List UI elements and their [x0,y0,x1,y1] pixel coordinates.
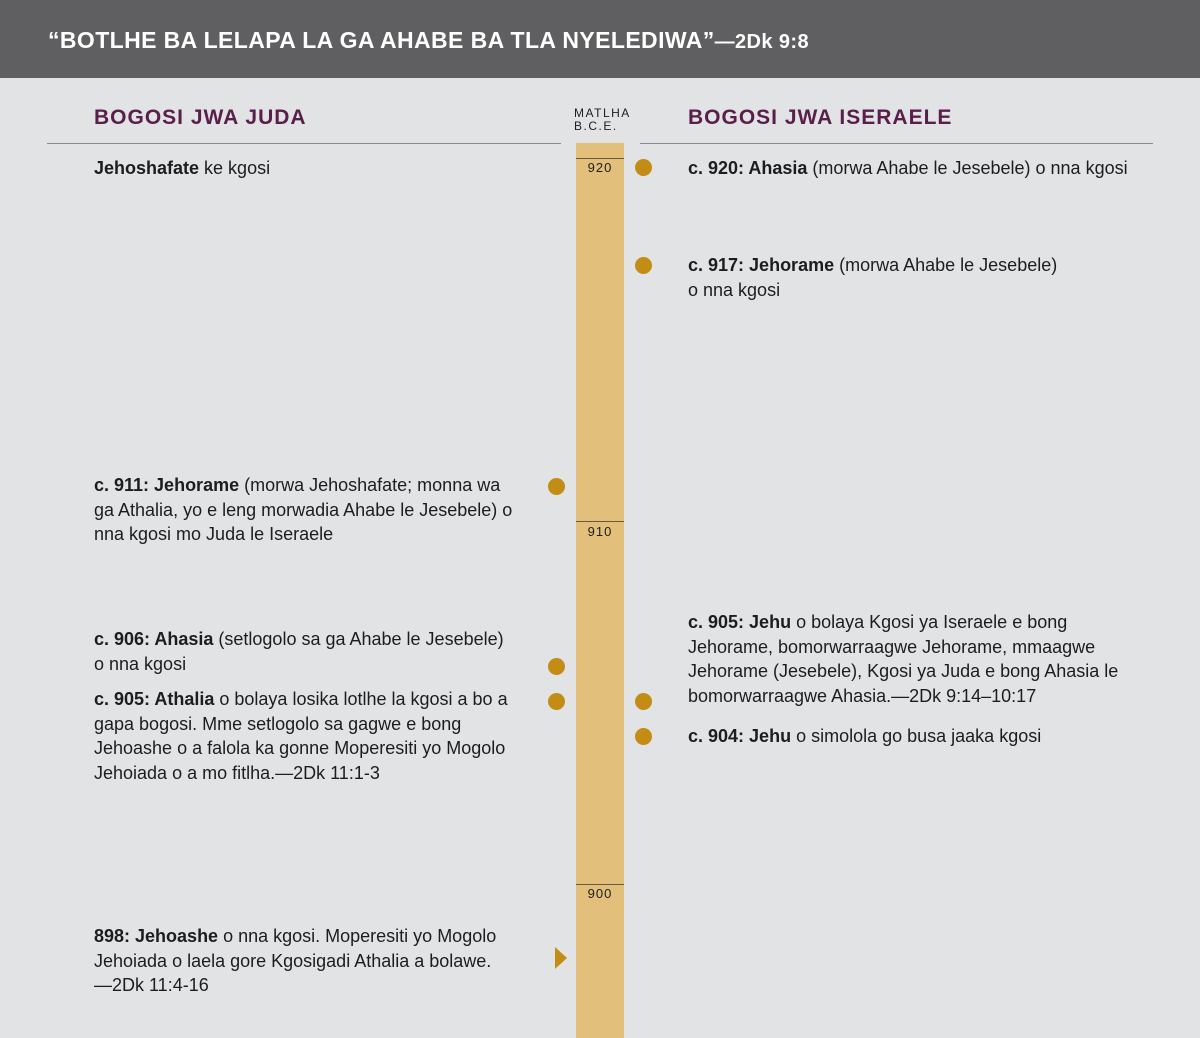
judah-event-906 [94,627,514,676]
timeline-bar [576,143,624,1038]
event-name: Jehoshafate [94,158,200,178]
event-text: o bolaya Kgosi ya Iseraele e bong Jehorame, bomorwarraagwe Jehorame, mmaagwe Jehorame (Jesebele), Kgosi ya Juda e bong Ahasia le bomorwarraagwe Ahasia.—2Dk 9:14–10:17 [688,612,1119,707]
judah-event-jehoshafate [94,156,534,181]
judah-marker-911 [548,478,565,495]
event-date: c. 904: [688,726,750,746]
israel-event-905 [688,610,1153,709]
event-date: c. 905: [688,612,750,632]
event-text: (morwa Ahabe le Jesebele) o nna kgosi [807,158,1128,178]
event-text: (setlogolo sa ga Ahabe le Jesebele) o nna kgosi [94,629,504,674]
israel-marker-917 [635,257,652,274]
event-name: Jehu [749,612,792,632]
tick-mark-900 [576,884,624,885]
israel-heading-rule [640,143,1153,144]
event-date: c. 911: [94,475,155,495]
judah-arrow-898 [555,947,567,969]
judah-marker-906 [548,658,565,675]
event-date: c. 905: [94,689,155,709]
title-bar [0,0,1200,78]
event-name: Ahasia [748,158,808,178]
event-name: Jehoashe [135,926,219,946]
event-name: Athalia [154,689,215,709]
title-reference: —2Dk 9:8 [714,31,809,53]
judah-heading-rule [47,143,561,144]
event-name: Jehu [749,726,792,746]
tick-label-900: 900 [587,886,613,901]
tick-label-910: 910 [587,524,613,539]
israel-marker-920 [635,159,652,176]
judah-event-911 [94,473,524,547]
israel-marker-904 [635,728,652,745]
event-name: Jehorame [154,475,240,495]
event-name: Jehorame [749,255,835,275]
israel-event-920 [688,156,1158,181]
years-label [574,107,638,133]
event-date: c. 920: [688,158,749,178]
event-text: o bolaya losika lotlhe la kgosi a bo a gapa bogosi. Mme setlogolo sa gagwe e bong Jehoashe o a falola ka gonne Moperesiti yo Mogolo Jehoiada o a mo fitlha.—2Dk 11:1-3 [94,689,508,784]
chart-title [48,27,809,54]
event-name: Ahasia [154,629,214,649]
tick-label-920: 920 [587,160,613,175]
title-main: “BOTLHE BA LELAPA LA GA AHABE BA TLA NYELEDIWA” [48,27,715,53]
tick-mark-920 [576,158,624,159]
israel-marker-905 [635,693,652,710]
years-label-text: MATLHA B.C.E. [574,106,631,133]
event-text: ke kgosi [199,158,271,178]
judah-event-905 [94,687,514,786]
event-text: o nna kgosi. Moperesiti yo Mogolo Jehoiada o laela gore Kgosigadi Athalia a bolawe.—2Dk 11:4-16 [94,926,497,996]
event-text: (morwa Jehoshafate; monna wa ga Athalia, yo e leng morwadia Ahabe le Jesebele) o nna kgosi mo Juda le Iseraele [94,475,513,545]
judah-heading: BOGOSI JWA JUDA [94,106,307,129]
tick-mark-910 [576,521,624,522]
israel-event-917 [688,253,1063,302]
event-text: (morwa Ahabe le Jesebele) o nna kgosi [688,255,1058,300]
event-text: o simolola go busa jaaka kgosi [791,726,1042,746]
judah-event-898 [94,924,504,998]
event-date: c. 906: [94,629,155,649]
israel-heading: BOGOSI JWA ISERAELE [688,106,953,129]
event-date: c. 917: [688,255,750,275]
judah-marker-905 [548,693,565,710]
event-date: 898: [94,926,136,946]
israel-event-904 [688,724,1158,749]
